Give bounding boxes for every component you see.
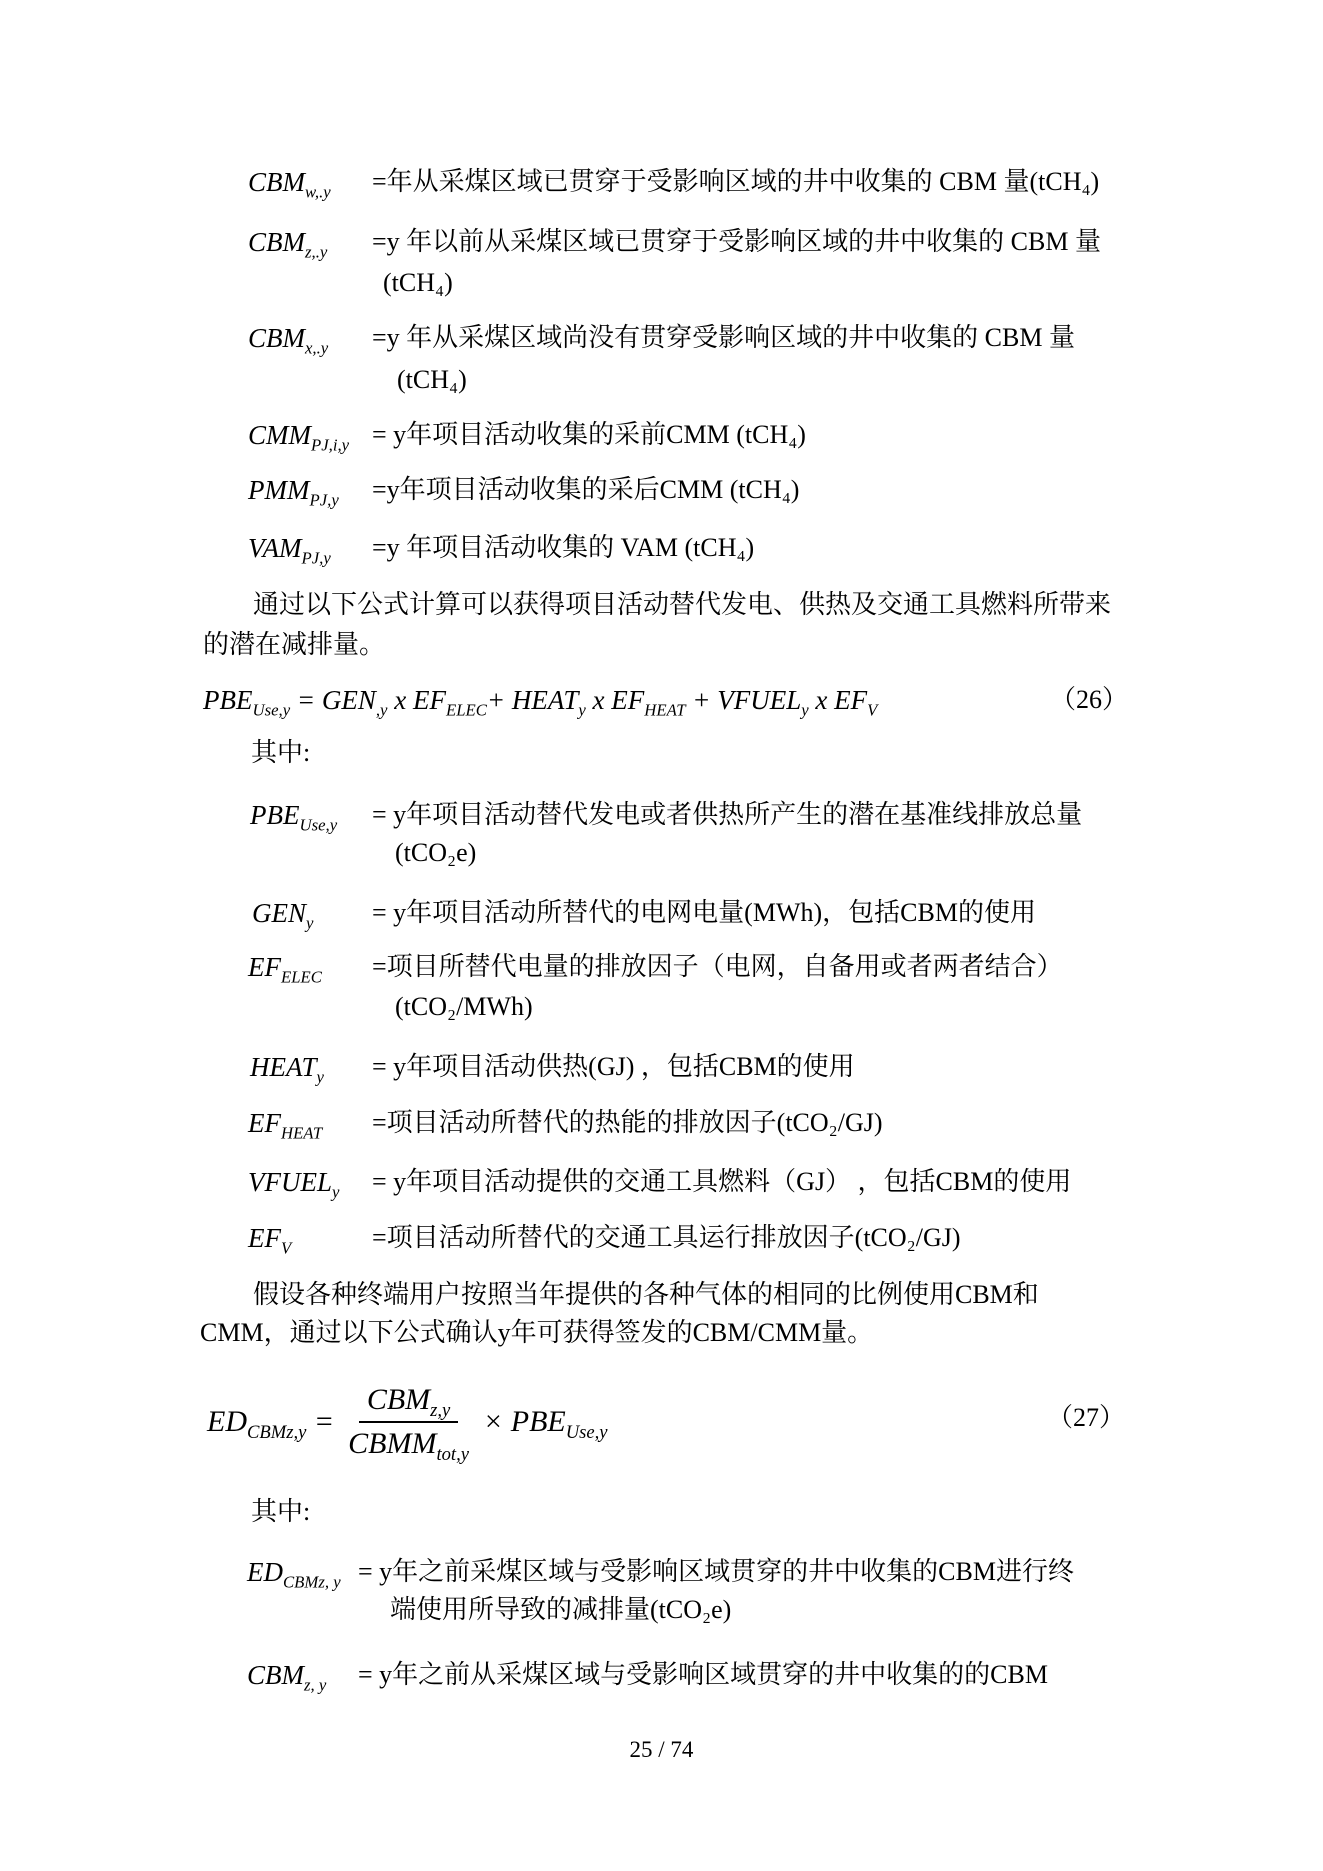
term-definition: =年从采煤区域已贯穿于受影响区域的井中收集的 CBM 量(tCH₄) xyxy=(372,167,1100,196)
formula-27-denominator: $CBMM_{tot,y}$ xyxy=(348,1427,469,1465)
term-variable: $CMM_{PJ,i,y}$ xyxy=(248,420,350,455)
term-definition: =项目活动所替代的交通工具运行排放因子(tCO₂/GJ) xyxy=(372,1223,961,1252)
term-row xyxy=(248,1106,322,1141)
term-definition-continued: (tCH₄) xyxy=(383,268,453,297)
term-variable: $GEN_y$ xyxy=(252,898,314,933)
equation-number-26: （26） xyxy=(1050,685,1129,714)
term-definition: =项目所替代电量的排放因子（电网，自备用或者两者结合） xyxy=(372,952,1063,981)
term-variable: $EF_V$ xyxy=(248,1223,292,1258)
term-row xyxy=(248,950,322,985)
term-variable: $EF_{HEAT}$ xyxy=(248,1108,323,1143)
term-definition: =项目活动所替代的热能的排放因子(tCO₂/GJ) xyxy=(372,1108,883,1137)
term-definition: = y年项目活动收集的采前CMM (tCH₄) xyxy=(372,420,806,449)
term-definition: = y年项目活动供热(GJ) ，包括CBM的使用 xyxy=(372,1052,855,1081)
among-label: 其中: xyxy=(251,738,311,767)
among-label: 其中: xyxy=(251,1497,311,1526)
term-row xyxy=(248,531,331,566)
term-row xyxy=(248,225,327,260)
term-definition-continued: (tCO₂/MWh) xyxy=(395,992,533,1021)
term-row xyxy=(247,1555,341,1590)
term-row xyxy=(250,798,337,833)
term-variable: $VFUEL_y$ xyxy=(248,1167,340,1202)
term-definition: = y年项目活动替代发电或者供热所产生的潜在基准线排放总量 xyxy=(372,800,1083,829)
term-definition: = y年之前采煤区域与受影响区域贯穿的井中收集的CBM进行终 xyxy=(358,1557,1074,1586)
term-definition-continued: (tCH₄) xyxy=(397,365,467,394)
term-row xyxy=(248,418,349,453)
term-variable: $CBM_{x,.y}$ xyxy=(248,323,329,358)
term-variable: $HEAT_y$ xyxy=(250,1052,324,1087)
term-definition: =y 年从采煤区域尚没有贯穿受影响区域的井中收集的 CBM 量 xyxy=(372,323,1075,352)
page-number: 25 / 74 xyxy=(629,1737,694,1762)
term-variable: $EF_{ELEC}$ xyxy=(248,952,322,987)
term-row xyxy=(252,896,313,931)
term-row xyxy=(248,1221,291,1256)
formula-26: $PBE_{Use,y} = GEN_{,y}$ x $EF_{ELEC}+$ $HEAT_y$ x $EF_{HEAT}$ + $VFUEL_y$ x $EF_V$ xyxy=(203,685,878,720)
equation-number-27: （27） xyxy=(1047,1403,1126,1432)
term-variable: $PBE_{Use,y}$ xyxy=(250,800,338,835)
paragraph-line: 假设各种终端用户按照当年提供的各种气体的相同的比例使用CBM和 xyxy=(253,1280,1039,1309)
term-definition: =y 年以前从采煤区域已贯穿于受影响区域的井中收集的 CBM 量 xyxy=(372,227,1101,256)
formula-27-fraction xyxy=(340,1383,477,1465)
formula-27-lhs: $ED_{CBMz,y}$ = xyxy=(207,1405,335,1443)
term-variable: $CBM_{w,.y}$ xyxy=(248,167,331,202)
term-definition: =y 年项目活动收集的 VAM (tCH₄) xyxy=(372,533,755,562)
term-definition: = y年项目活动提供的交通工具燃料（GJ） ，包括CBM的使用 xyxy=(372,1167,1072,1196)
formula-27-numerator: $CBM_{z,y}$ xyxy=(359,1383,458,1423)
term-row xyxy=(248,1165,339,1200)
term-definition-continued: 端使用所导致的减排量(tCO₂e) xyxy=(390,1595,732,1624)
paragraph-line: 的潜在减排量。 xyxy=(203,630,386,659)
term-variable: $CBM_{z, y}$ xyxy=(247,1660,327,1695)
term-row xyxy=(248,321,328,356)
paragraph-line: 通过以下公式计算可以获得项目活动替代发电、供热及交通工具燃料所带来 xyxy=(253,590,1112,619)
term-row xyxy=(248,165,331,200)
term-definition: =y年项目活动收集的采后CMM (tCH₄) xyxy=(372,475,800,504)
term-variable: $PMM_{PJ,y}$ xyxy=(248,475,339,510)
term-row xyxy=(247,1658,326,1693)
term-definition-continued: (tCO₂e) xyxy=(395,838,477,867)
formula-27-rhs: × $PBE_{Use,y}$ xyxy=(483,1405,608,1443)
term-variable: $ED_{CBMz, y}$ xyxy=(247,1557,341,1592)
term-definition: = y年项目活动所替代的电网电量(MWh)，包括CBM的使用 xyxy=(372,898,1036,927)
term-variable: $VAM_{PJ,y}$ xyxy=(248,533,331,568)
term-definition: = y年之前从采煤区域与受影响区域贯穿的井中收集的的CBM xyxy=(358,1660,1048,1689)
term-variable: $CBM_{z,.y}$ xyxy=(248,227,328,262)
term-row xyxy=(250,1050,324,1085)
formula-27 xyxy=(207,1380,608,1464)
term-row xyxy=(248,473,339,508)
paragraph-line: CMM，通过以下公式确认y年可获得签发的CBM/CMM量。 xyxy=(200,1318,874,1347)
